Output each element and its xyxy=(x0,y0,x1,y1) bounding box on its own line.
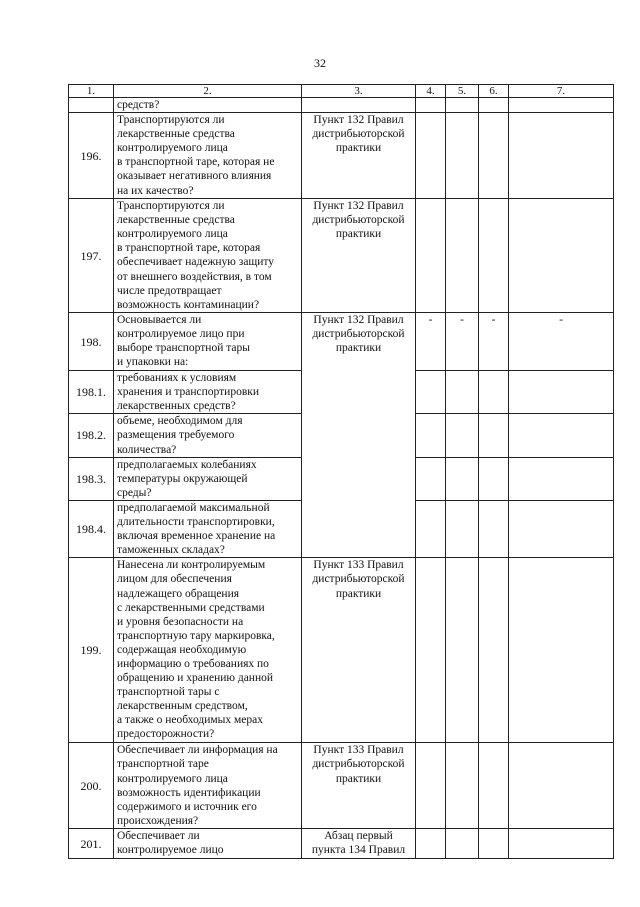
header-cell: 7. xyxy=(509,85,614,98)
number-cell xyxy=(69,98,114,113)
reference-cell: Пункт 132 Правил дистрибьюторской практики xyxy=(302,313,416,558)
table-row xyxy=(69,558,614,743)
header-cell: 2. xyxy=(114,85,302,98)
header-cell: 6. xyxy=(479,85,509,98)
reference-cell xyxy=(302,98,416,113)
table-row xyxy=(69,743,614,829)
page-number: 32 xyxy=(314,56,326,70)
question-cell: Нанесена ли контролируемым лицом для обеспечения надлежащего обращения с лекарственными средствами и уровня безопасности на транспортную тару маркировка, содержащая необходимую информацию о требованиях по обращению и хранению данной транспортной тары с лекарственным средством, а также о необходимых мерах предосторожности? xyxy=(114,558,302,743)
number-cell: 199. xyxy=(69,558,114,743)
not-applicable-mark: - xyxy=(479,313,509,371)
table-row xyxy=(69,199,614,313)
reference-cell: Абзац первый пункта 134 Правил xyxy=(302,829,416,859)
number-cell: 201. xyxy=(69,829,114,859)
question-cell: объеме, необходимом для размещения требуемого количества? xyxy=(114,414,302,457)
question-cell: Транспортируются ли лекарственные средства контролируемого лица в транспортной таре, которая обеспечивает надежную защиту от внешнего воздействия, в том числе предотвращает возможность контаминации? xyxy=(114,199,302,313)
question-cell: Обеспечивает ли информация на транспортной таре контролируемого лица возможность идентификации содержимого и источник его происхождения? xyxy=(114,743,302,829)
header-cell: 4. xyxy=(416,85,446,98)
number-cell: 200. xyxy=(69,743,114,829)
number-cell: 198.1. xyxy=(69,371,114,414)
header-cell: 1. xyxy=(69,85,114,98)
number-cell: 198.2. xyxy=(69,414,114,457)
number-cell: 198.4. xyxy=(69,500,114,557)
reference-cell: Пункт 133 Правил дистрибьюторской практики xyxy=(302,558,416,743)
not-applicable-mark: - xyxy=(416,313,446,371)
not-applicable-mark: - xyxy=(509,313,614,371)
reference-cell: Пункт 133 Правил дистрибьюторской практики xyxy=(302,743,416,829)
question-cell: предполагаемых колебаниях температуры окружающей среды? xyxy=(114,457,302,500)
question-cell: требованиях к условиям хранения и транспортировки лекарственных средств? xyxy=(114,371,302,414)
header-cell: 3. xyxy=(302,85,416,98)
question-cell: предполагаемой максимальной длительности транспортировки, включая временное хранение на таможенных складах? xyxy=(114,500,302,557)
table-row xyxy=(69,98,614,113)
table-row xyxy=(69,829,614,859)
table-row xyxy=(69,113,614,199)
question-cell: средств? xyxy=(114,98,302,113)
reference-cell: Пункт 132 Правил дистрибьюторской практики xyxy=(302,113,416,199)
reference-cell: Пункт 132 Правил дистрибьюторской практики xyxy=(302,199,416,313)
question-cell: Основывается ли контролируемое лицо при выборе транспортной тары и упаковки на: xyxy=(114,313,302,371)
table-row xyxy=(69,313,614,371)
question-cell: Транспортируются ли лекарственные средства контролируемого лица в транспортной таре, которая не оказывает негативного влияния на их качество? xyxy=(114,113,302,199)
number-cell: 197. xyxy=(69,199,114,313)
not-applicable-mark: - xyxy=(446,313,479,371)
number-cell: 198. xyxy=(69,313,114,371)
question-cell: Обеспечивает ли контролируемое лицо xyxy=(114,829,302,859)
number-cell: 198.3. xyxy=(69,457,114,500)
checklist-table xyxy=(68,84,614,859)
header-cell: 5. xyxy=(446,85,479,98)
header-row xyxy=(69,85,614,98)
number-cell: 196. xyxy=(69,113,114,199)
